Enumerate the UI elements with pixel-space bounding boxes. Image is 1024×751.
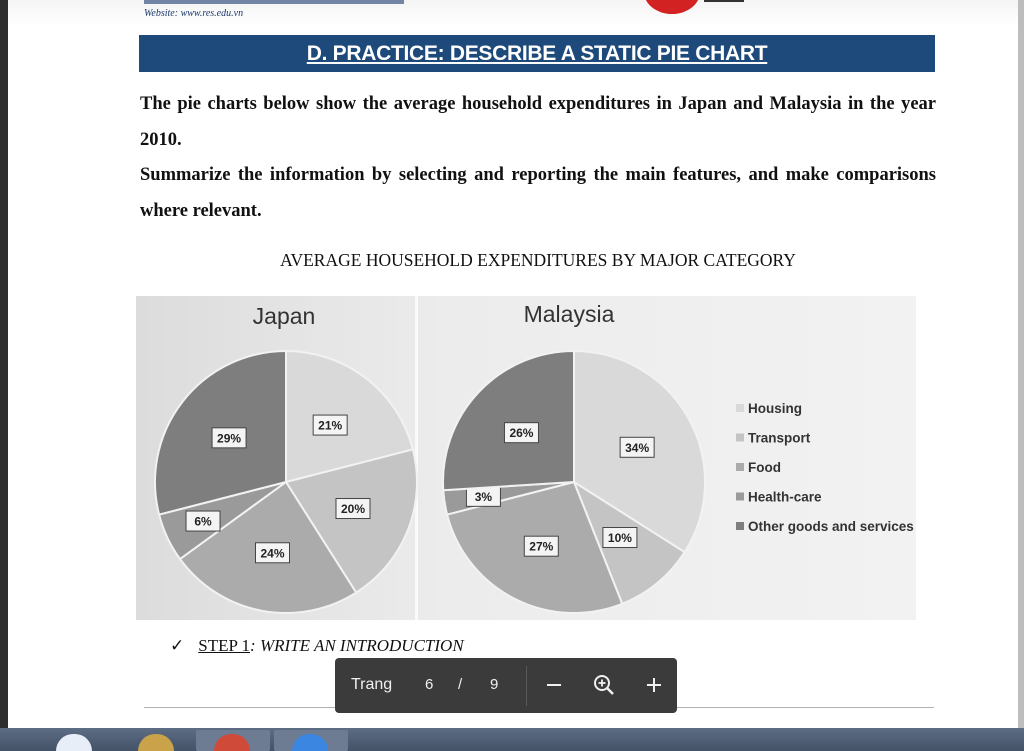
pie-japan — [155, 351, 417, 613]
legend-swatch — [736, 434, 744, 442]
data-label — [255, 543, 289, 563]
data-label — [603, 528, 637, 548]
chart-title-japan: Japan — [252, 303, 316, 329]
chart-title-malaysia: Malaysia — [523, 301, 615, 327]
instruction-paragraph: Summarize the information by selecting and reporting the main features, and make comparisons where relevant. — [140, 165, 936, 221]
legend-label: Transport — [748, 430, 811, 446]
chart-heading: AVERAGE HOUSEHOLD EXPENDITURES BY MAJOR CATEGORY — [280, 250, 796, 270]
toolbar-divider — [526, 666, 527, 706]
data-label — [504, 423, 538, 443]
legend-swatch — [736, 522, 744, 530]
data-label-text: 21% — [318, 418, 343, 433]
zoom-out-button[interactable] — [537, 668, 571, 702]
data-label-text: 27% — [529, 539, 554, 554]
window-edge — [1018, 0, 1024, 728]
pie-malaysia — [443, 351, 705, 613]
document-header — [8, 0, 1018, 26]
website-text: Website: www.res.edu.vn — [144, 8, 244, 19]
data-label — [186, 511, 220, 531]
legend-label: Other goods and services — [748, 519, 914, 534]
step-label: STEP 1 — [198, 636, 251, 655]
data-label — [212, 428, 246, 448]
pdf-viewer-toolbar — [335, 658, 677, 713]
data-label — [620, 437, 654, 457]
plus-icon — [644, 675, 664, 695]
prompt-paragraph: The pie charts below show the average household expenditures in Japan and Malaysia in the year 2010. — [140, 94, 936, 150]
current-page-input[interactable]: 6 — [425, 676, 434, 693]
legend-label: Health-care — [748, 489, 822, 505]
data-label — [313, 415, 347, 435]
page-label: Trang — [351, 676, 393, 693]
data-label-text: 20% — [340, 502, 366, 517]
data-label-text: 29% — [217, 431, 242, 446]
page-separator: / — [458, 676, 463, 693]
zoom-in-button[interactable] — [637, 668, 671, 702]
legend-label: Food — [748, 460, 781, 475]
data-label-text: 24% — [260, 546, 285, 561]
total-pages: 9 — [490, 676, 499, 693]
data-label-text: 6% — [194, 514, 212, 529]
minus-icon — [544, 675, 564, 695]
zoom-in-icon — [592, 673, 616, 697]
chart-legend — [736, 401, 914, 534]
brand-logo-text — [704, 0, 744, 2]
data-label — [524, 536, 558, 556]
legend-label: Housing — [748, 401, 802, 416]
legend-swatch — [736, 493, 744, 501]
step-title: : WRITE AN INTRODUCTION — [250, 636, 464, 655]
legend-swatch — [736, 463, 744, 471]
step-heading — [170, 636, 464, 656]
pie-charts — [136, 296, 916, 620]
data-label-text: 10% — [607, 531, 632, 546]
data-label-text: 34% — [625, 440, 650, 455]
pie-slice-other-goods-and-services — [443, 351, 574, 490]
zoom-button[interactable] — [587, 668, 621, 702]
data-label-text: 3% — [474, 489, 493, 504]
header-strip — [144, 0, 404, 4]
brand-logo — [644, 0, 700, 14]
section-title: D. PRACTICE: DESCRIBE A STATIC PIE CHART — [139, 35, 935, 72]
data-label-text: 26% — [509, 426, 534, 441]
data-label — [336, 499, 370, 519]
legend-swatch — [736, 404, 744, 412]
checkmark-icon: ✓ — [170, 636, 185, 656]
